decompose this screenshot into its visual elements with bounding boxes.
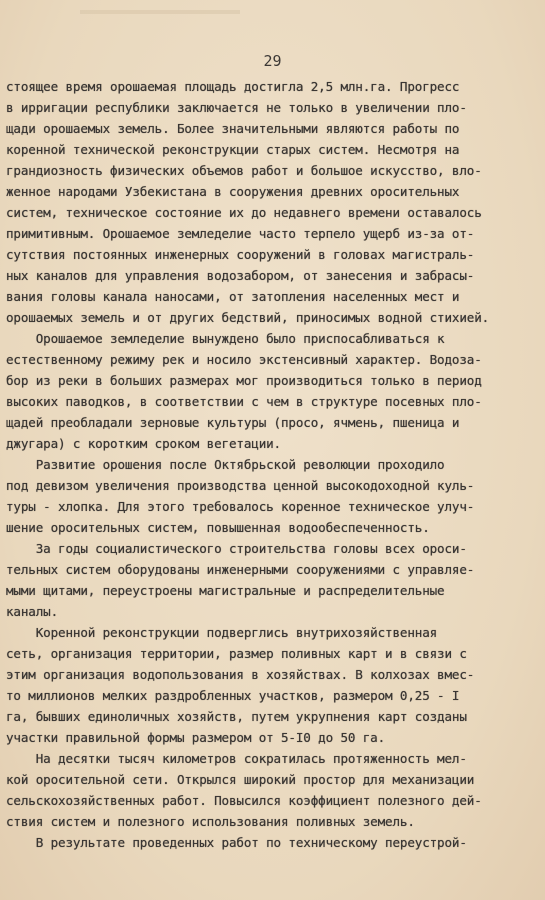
text-line: участки правильной формы размером от 5-I0 до 50 га. [6, 730, 386, 745]
text-line: сельскохозяйственных работ. Повысился коэффициент полезного дей- [6, 793, 482, 808]
text-line: тельных систем оборудованы инженерными сооружениями с управляе- [6, 562, 475, 577]
text-line: щади орошаемых земель. Более значительными являются работы по [6, 121, 460, 136]
text-line: этим организация водопользования в хозяйствах. В колхозах вмес- [6, 667, 475, 682]
text-line: туры - хлопка. Для этого требовалось коренное техническое улуч- [6, 499, 475, 514]
text-line: сутствия постоянных инженерных сооружений в головах магистраль- [6, 247, 475, 262]
text-line: ных каналов для управления водозабором, от занесения и забрасы- [6, 268, 475, 283]
text-line: сеть, организация территории, размер поливных карт и в связи с [6, 646, 467, 661]
page-number: 29 [263, 52, 282, 70]
text-line: орошаемых земель и от других бедствий, приносимых водной стихией. [6, 310, 490, 325]
text-line: джугара) с коротким сроком вегетации. [6, 436, 281, 451]
text-line: вания головы канала наносами, от затопления населенных мест и [6, 289, 460, 304]
text-line: Орошаемое земледелие вынуждено было приспосабливаться к [6, 331, 445, 346]
text-line: Развитие орошения после Октябрьской революции проходило [6, 457, 445, 472]
text-line: На десятки тысяч километров сократилась протяженность мел- [6, 751, 467, 766]
text-line: бор из реки в больших размерах мог производиться только в период [6, 373, 482, 388]
text-line: га, бывших единоличных хозяйств, путем укрупнения карт созданы [6, 709, 467, 724]
text-line: естественному режиму рек и носило экстенсивный характер. Водоза- [6, 352, 482, 367]
body-text [6, 76, 540, 853]
text-line: шение оросительных систем, повышенная водообеспеченность. [6, 520, 430, 535]
text-line: грандиозность физических объемов работ и большое искусство, вло- [6, 163, 482, 178]
text-line: примитивным. Орошаемое земледелие часто терпело ущерб из-за от- [6, 226, 475, 241]
text-line: то миллионов мелких раздробленных участков, размером 0,25 - I [6, 688, 460, 703]
text-line: женное народами Узбекистана в сооружения древних оросительных [6, 184, 460, 199]
text-line: кой оросительной сети. Открылся широкий простор для механизации [6, 772, 475, 787]
text-line: В результате проведенных работ по техническому переустрой- [6, 835, 467, 850]
text-line: ствия систем и полезного использования поливных земель. [6, 814, 415, 829]
paper-mark [80, 10, 240, 14]
text-line: под девизом увеличения производства ценной высокодоходной куль- [6, 478, 475, 493]
text-line: Коренной реконструкции подверглись внутрихозяйственная [6, 625, 438, 640]
text-line: в ирригации республики заключается не только в увеличении пло- [6, 100, 467, 115]
text-line: За годы социалистического строительства головы всех ороси- [6, 541, 467, 556]
text-line: стоящее время орошаемая площадь достигла 2,5 млн.га. Прогресс [6, 79, 460, 94]
text-line: высоких паводков, в соответствии с чем в структуре посевных пло- [6, 394, 482, 409]
text-line: щадей преобладали зерновые культуры (просо, ячмень, пшеница и [6, 415, 460, 430]
text-line: мыми щитами, переустроены магистральные и распределительные [6, 583, 445, 598]
text-line: каналы. [6, 604, 59, 619]
text-line: систем, техническое состояние их до недавнего времени оставалось [6, 205, 482, 220]
text-line: коренной технической реконструкции старых систем. Несмотря на [6, 142, 460, 157]
